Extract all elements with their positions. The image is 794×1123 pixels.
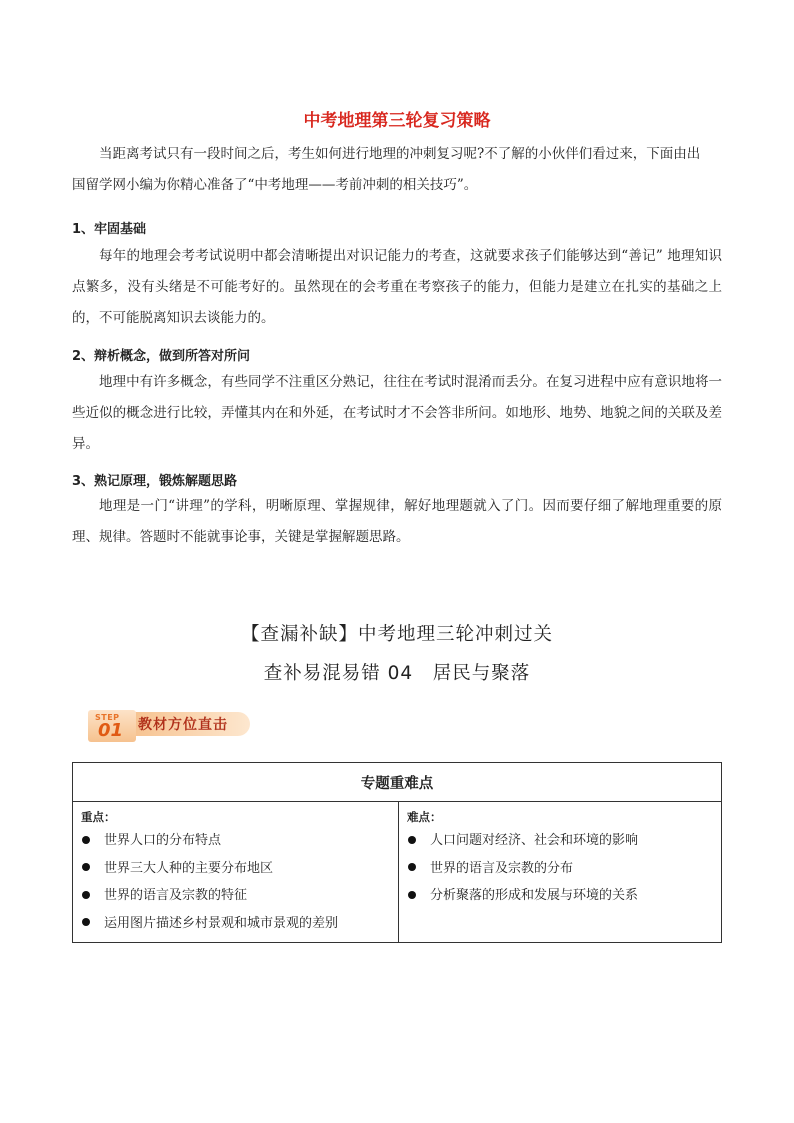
table-header: 专题重难点 bbox=[73, 763, 722, 802]
intro-line-2: 国留学网小编为你精心准备了“中考地理——考前冲刺的相关技巧”。 bbox=[72, 177, 478, 193]
key-points-cell bbox=[73, 802, 399, 943]
list-item bbox=[408, 827, 720, 855]
list-item bbox=[82, 827, 397, 855]
sub-title: 查补易混易错 04 居民与聚落 bbox=[263, 663, 531, 684]
list-item-text: 世界的语言及宗教的特征 bbox=[104, 888, 248, 903]
step-number: 01 bbox=[98, 720, 124, 741]
difficult-points-list bbox=[400, 827, 720, 914]
list-item-text: 世界人口的分布特点 bbox=[104, 833, 222, 848]
section-2-heading: 2、辩析概念，做到所答对所问 bbox=[72, 349, 251, 364]
difficult-points-cell bbox=[399, 802, 722, 943]
list-item-text: 运用图片描述乡村景观和城市景观的差别 bbox=[104, 915, 339, 931]
bullet-icon bbox=[408, 891, 416, 899]
step-badge bbox=[88, 710, 136, 742]
list-item-text: 世界三大人种的主要分布地区 bbox=[104, 860, 274, 876]
list-item bbox=[82, 882, 397, 910]
list-item-text: 人口问题对经济、社会和环境的影响 bbox=[430, 833, 639, 848]
key-points-table bbox=[72, 762, 722, 943]
key-points-list bbox=[74, 827, 397, 941]
bullet-icon bbox=[82, 918, 90, 926]
section-1-text: 每年的地理会考考试说明中都会清晰提出对识记能力的考查，这就要求孩子们能够达到“善记” 地理知识点繁多，没有头绪是不可能考好的。虽然现在的会考重在考察孩子的能力，但能力是建立在扎实的基础之上的，不可能脱离知识去谈能力的。 bbox=[72, 248, 722, 326]
step-label: 教材方位直击 bbox=[138, 717, 228, 733]
section-2-text: 地理中有许多概念，有些同学不注重区分熟记，往往在考试时混淆而丢分。在复习进程中应有意识地将一些近似的概念进行比较，弄懂其内在和外延，在考试时才不会答非所问。如地形、地势、地貌之间的关联及差异。 bbox=[72, 374, 722, 452]
list-item-text: 分析聚落的形成和发展与环境的关系 bbox=[430, 888, 639, 903]
list-item-text: 世界的语言及宗教的分布 bbox=[430, 860, 574, 876]
bullet-icon bbox=[82, 836, 90, 844]
bullet-icon bbox=[408, 836, 416, 844]
document-title: 中考地理第三轮复习策略 bbox=[303, 111, 491, 131]
intro-line-1: 当距离考试只有一段时间之后，考生如何进行地理的冲刺复习呢?不了解的小伙伴们看过来，下面由出 bbox=[99, 146, 701, 162]
section-3-heading: 3、熟记原理，锻炼解题思路 bbox=[72, 474, 238, 489]
list-item bbox=[82, 910, 397, 938]
step-banner bbox=[84, 706, 254, 748]
bullet-icon bbox=[82, 863, 90, 871]
list-item bbox=[408, 882, 720, 910]
section-1-heading: 1、牢固基础 bbox=[72, 222, 147, 237]
list-item bbox=[408, 855, 720, 883]
main-title: 【查漏补缺】中考地理三轮冲刺过关 bbox=[240, 624, 553, 645]
intro-paragraph bbox=[72, 139, 722, 201]
bullet-icon bbox=[82, 891, 90, 899]
bullet-icon bbox=[408, 863, 416, 871]
step-word: STEP bbox=[95, 713, 120, 722]
key-points-title: 重点： bbox=[81, 810, 116, 824]
difficult-points-title: 难点： bbox=[407, 810, 442, 824]
list-item bbox=[82, 855, 397, 883]
section-3-text: 地理是一门“讲理”的学科，明晰原理、掌握规律，解好地理题就入了门。因而要仔细了解地理重要的原理、规律。答题时不能就事论事，关键是掌握解题思路。 bbox=[72, 498, 722, 545]
